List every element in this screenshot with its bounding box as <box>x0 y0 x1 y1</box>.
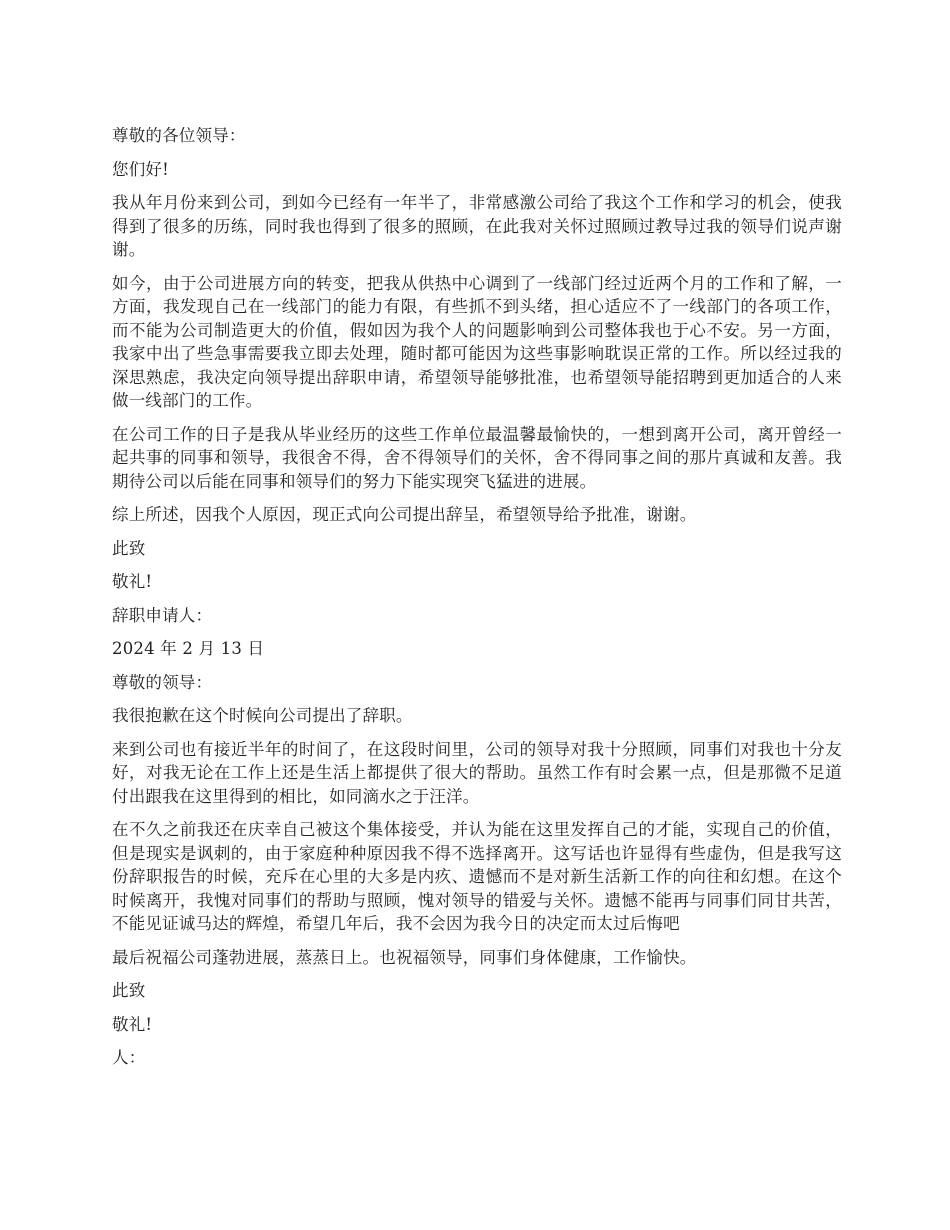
body-paragraph: 来到公司也有接近半年的时间了，在这段时间里，公司的领导对我十分照顾，同事们对我也十分友好，对我无论在工作上还是生活上都提供了很大的帮助。虽然工作有时会累一点，但是那微不足道付出跟我在这里得到的相比，如同滴水之于汪洋。 <box>112 739 842 806</box>
signature-line: 辞职申请人： <box>112 605 213 625</box>
body-paragraph: 如今，由于公司进展方向的转变，把我从供热中心调到了一线部门经过近两个月的工作和了解，一方面，我发现自己在一线部门的能力有限，有些抓不到头绪，担心适应不了一线部门的各项工作，而不能为公司制造更大的价值，假如因为我个人的问题影响到公司整体我也于心不安。另一方面，我家中出了些急事需要我立即去处理，随时都可能因为这些事影响耽误正常的工作。所以经过我的深思熟虑，我决定向领导提出辞职申请，希望领导能够批准，也希望领导能招聘到更加适合的人来做一线部门的工作。 <box>112 273 842 410</box>
body-paragraph: 我从年月份来到公司，到如今已经有一年半了，非常感激公司给了我这个工作和学习的机会，使我得到了很多的历练，同时我也得到了很多的照顾，在此我对关怀过照顾过教导过我的领导们说声谢谢。 <box>112 193 842 259</box>
body-paragraph: 最后祝福公司蓬勃进展，蒸蒸日上。也祝福领导，同事们身体健康，工作愉快。 <box>112 947 697 967</box>
closing-regards: 敬礼! <box>112 1014 153 1034</box>
closing-line: 此致 <box>112 981 146 1000</box>
closing-regards: 敬礼! <box>112 572 153 591</box>
closing-line: 此致 <box>112 538 146 558</box>
body-paragraph: 在不久之前我还在庆幸自己被这个集体接受，并认为能在这里发挥自己的才能，实现自己的价值，但是现实是讽刺的，由于家庭种种原因我不得不选择离开。这写话也许显得有些虚伪，但是我写这份辞职报告的时候，充斥在心里的大多是内疚、遗憾而不是对新生活新工作的向往和幻想。在这个时候离开，我愧对同事们的帮助与照顾，愧对领导的错爱与关怀。遗憾不能再与同事们同甘共苦，不能见证诚马达的辉煌，希望几年后，我不会因为我今日的决定而太过后悔吧 <box>112 820 842 933</box>
document-page <box>112 124 842 1080</box>
greeting: 尊敬的各位领导： <box>112 126 246 145</box>
body-paragraph: 在公司工作的日子是我从毕业经历的这些工作单位最温馨最愉快的，一想到离开公司，离开曾经一起共事的同事和领导，我很舍不得，舍不得领导们的关怀，舍不得同事之间的那片真诚和友善。我期待公司以后能在同事和领导们的努力下能实现突飞猛进的进展。 <box>112 424 842 491</box>
body-paragraph: 我很抱歉在这个时候向公司提出了辞职。 <box>112 706 413 725</box>
greeting: 尊敬的领导： <box>112 672 213 692</box>
signature-line: 人： <box>112 1048 146 1067</box>
body-paragraph: 综上所述，因我个人原因，现正式向公司提出辞呈，希望领导给予批准，谢谢。 <box>112 505 697 524</box>
date-line: 2024 年 2 月 13 日 <box>112 639 265 658</box>
salutation: 您们好! <box>112 159 169 179</box>
